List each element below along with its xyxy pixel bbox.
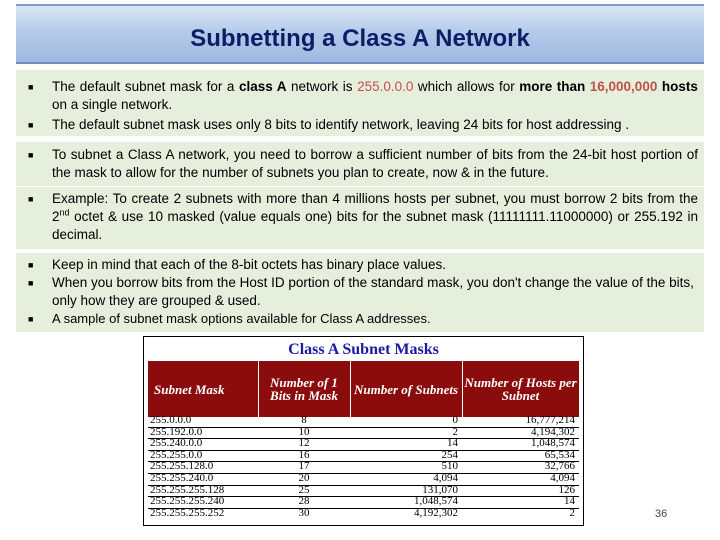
- bullet-marker: ■: [28, 260, 34, 270]
- table-header-cell: Number of Hosts per Subnet: [464, 375, 577, 403]
- table-cell: 4,192,302: [414, 506, 458, 519]
- bullet-marker: ■: [28, 194, 34, 204]
- table-cell: 17: [298, 460, 310, 473]
- bullet-text: To subnet a Class A network, you need to borrow a sufficient number of bits from the 24-bit host portion of the mask to allow for the number of subnets you plan to create, now & in the future.: [52, 147, 698, 180]
- table-cell: 255.0.0.0: [150, 414, 192, 426]
- bullet-text: Keep in mind that each of the 8-bit octets has binary place values.: [52, 257, 446, 272]
- table-cell: 254: [441, 448, 458, 461]
- bullet-item-4: [16, 190, 704, 246]
- table-cell: 10: [298, 425, 310, 438]
- bullet-block-2: [16, 142, 704, 186]
- table-cell: 255.255.255.128: [150, 483, 225, 496]
- bullet-item-3: [16, 146, 704, 182]
- bullet-text: The default subnet mask uses only 8 bits to identify network, leaving 24 bits for host addressing .: [52, 117, 630, 132]
- column-divider: [350, 361, 351, 417]
- table-cell: 4,194,302: [531, 425, 575, 438]
- bullet-item-1: [16, 78, 704, 114]
- bullet-item-7: [16, 310, 704, 328]
- table-cell: 1,048,574: [531, 437, 575, 450]
- table-cell: 2: [569, 506, 575, 519]
- table-cell: 126: [558, 483, 575, 496]
- table-row: [148, 506, 579, 520]
- table-cell: 25: [298, 483, 310, 496]
- slide-title: Subnetting a Class A Network: [190, 25, 530, 52]
- table-cell: 14: [564, 495, 575, 508]
- bullet-marker: ■: [28, 278, 34, 288]
- bullet-item-5: [16, 256, 704, 274]
- table-cell: 12: [298, 437, 310, 450]
- bullet-item-2: [16, 116, 704, 134]
- table-title: Class A Subnet Masks: [288, 341, 439, 358]
- table-cell: 0: [452, 414, 458, 426]
- bullet-text: When you borrow bits from the Host ID portion of the standard mask, you don't change the value of the bits, only how they are grouped & used.: [52, 275, 694, 308]
- bullet-text: A sample of subnet mask options available for Class A addresses.: [52, 311, 431, 326]
- slide-number: 36: [655, 508, 668, 520]
- title-bar: [16, 4, 704, 64]
- bullet-marker: ■: [28, 120, 34, 130]
- table-cell: 255.255.128.0: [150, 460, 214, 473]
- table-cell: 255.255.255.252: [150, 506, 225, 519]
- table-cell: 2: [452, 425, 458, 438]
- table-cell: 255.255.255.240: [150, 495, 225, 508]
- table-cell: 16,777,214: [525, 414, 575, 426]
- table-cell: 8: [301, 414, 307, 426]
- table-cell: 65,534: [544, 448, 575, 461]
- table-header: [148, 361, 579, 417]
- bullet-marker: ■: [28, 150, 34, 160]
- table-cell: 131,070: [422, 483, 458, 496]
- bullet-item-6: [16, 274, 704, 310]
- table-header-cell: Number of 1 Bits in Mask: [270, 375, 338, 403]
- table-cell: 16: [298, 448, 310, 461]
- table-cell: 4,094: [433, 472, 458, 484]
- table-cell: 510: [441, 460, 458, 473]
- bullet-text: Example: To create 2 subnets with more than 4 millions hosts per subnet, you must borrow 2 bits from the 2nd octet & use 10 masked (value equals one) bits for the subnet mask (11111111.11000000) or 255.192 in decimal.: [52, 191, 698, 242]
- table-cell: 1,048,574: [414, 495, 458, 508]
- table-cell: 255.255.240.0: [150, 472, 214, 484]
- table-cell: 14: [447, 437, 458, 450]
- bullet-block-1: [16, 70, 704, 136]
- table-cell: 255.255.0.0: [150, 448, 203, 461]
- bullet-marker: ■: [28, 82, 34, 92]
- bullet-block-4: [16, 253, 704, 332]
- table-cell: 20: [298, 472, 310, 484]
- table-cell: 4,094: [550, 472, 575, 484]
- table-cell: 32,766: [544, 460, 575, 473]
- subnet-mask-table: [143, 336, 584, 526]
- column-divider: [258, 361, 259, 417]
- bullet-text: The default subnet mask for a class A network is 255.0.0.0 which allows for more than 16,000,000 hosts on a single network.: [52, 79, 698, 112]
- table-header-cell: Number of Subnets: [353, 381, 459, 397]
- table-cell: 30: [298, 506, 310, 519]
- bullet-block-3: [16, 187, 704, 249]
- table-cell: 255.192.0.0: [150, 425, 203, 438]
- table-header-cell: Subnet Mask: [154, 381, 225, 397]
- table-cell: 255.240.0.0: [150, 437, 203, 450]
- table-cell: 28: [298, 495, 310, 508]
- column-divider: [462, 361, 463, 417]
- bullet-marker: ■: [28, 314, 34, 324]
